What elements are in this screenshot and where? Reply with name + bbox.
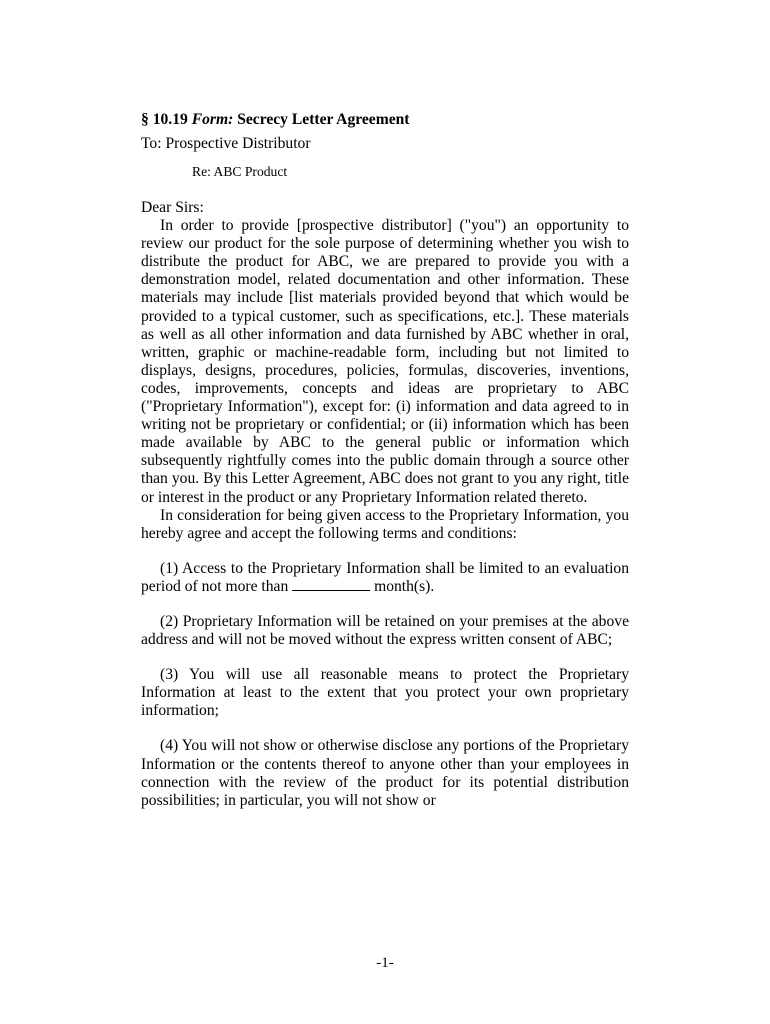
- addressee-line: To: Prospective Distributor: [141, 135, 311, 152]
- page-number: -1-: [376, 955, 394, 971]
- document-body: [141, 111, 629, 810]
- term-item-1-text: (1) Access to the Proprietary Information shall be limited to an evaluation period of not more than: [141, 559, 629, 595]
- months-blank-line: [292, 578, 370, 591]
- title-form-label: Form:: [191, 111, 234, 128]
- subject-line: Re: ABC Product: [192, 164, 288, 179]
- term-item-2: (2) Proprietary Information will be retained on your premises at the above address and will not be moved without the express written consent of ABC;: [141, 612, 629, 649]
- title-section-number: § 10.19: [141, 111, 188, 128]
- salutation: Dear Sirs:: [141, 199, 204, 216]
- spacer: [141, 720, 629, 737]
- spacer: [141, 596, 629, 613]
- term-item-1-suffix: month(s).: [374, 577, 435, 595]
- title-text: Secrecy Letter Agreement: [237, 111, 410, 128]
- paragraph-consideration: In consideration for being given access to the Proprietary Information, you hereby agree and accept the following terms and conditions:: [141, 506, 629, 542]
- document-title: [141, 111, 629, 129]
- term-item-3: (3) You will use all reasonable means to protect the Proprietary Information at least to the extent that you protect your own proprietary information;: [141, 666, 629, 720]
- spacer: [141, 649, 629, 666]
- spacer: [141, 543, 629, 560]
- paragraph-intro: In order to provide [prospective distributor] ("you") an opportunity to review our product for the sole purpose of determining whether you wish to distribute the product for ABC, we are prepared to provide you with a demonstration model, related documentation and other information. These materials may include [list materials provided beyond that which would be provided to a typical customer, such as specifications, etc.]. These materials as well as all other information and data furnished by ABC whether in oral, written, graphic or machine-readable form, including but not limited to displays, designs, procedures, policies, formulas, discoveries, inventions, codes, improvements, concepts and ideas are proprietary to ABC ("Proprietary Information"), except for: (i) information and data agreed to in writing not be proprietary or confidential; or (ii) information which has been made available by ABC to the general public or information which subsequently rightfully comes into the public domain through a source other than you. By this Letter Agreement, ABC does not grant to you any right, title or interest in the product or any Proprietary Information related thereto.: [141, 217, 629, 506]
- term-item-1: [141, 560, 629, 596]
- term-item-4: (4) You will not show or otherwise disclose any portions of the Proprietary Information or the contents thereof to anyone other than your employees in connection with the review of the product for its potential distribution possibilities; in particular, you will not show or: [141, 737, 629, 809]
